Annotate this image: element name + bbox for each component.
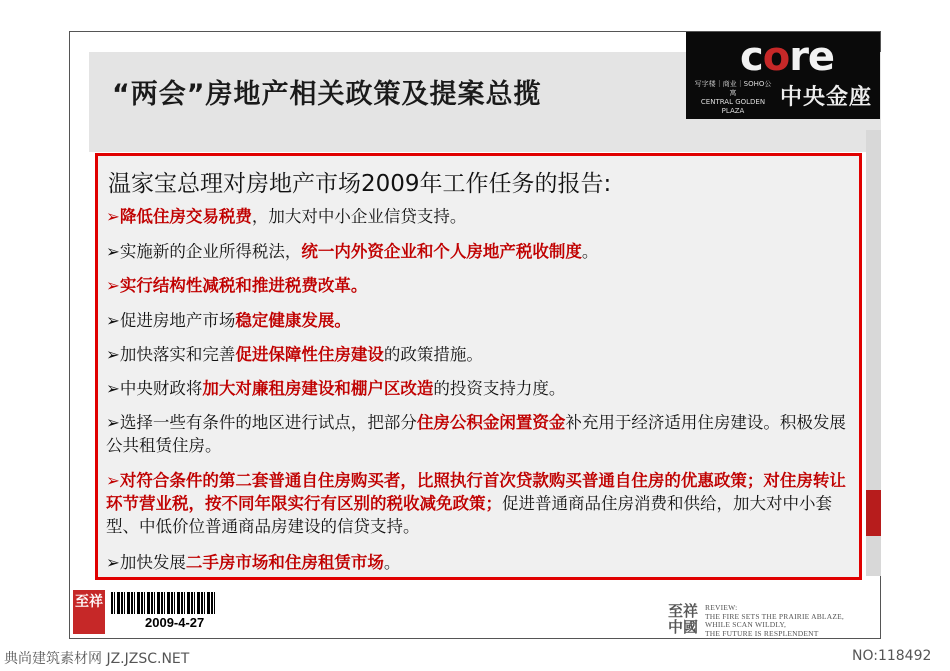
bullet-item: ➢促进房地产市场稳定健康发展。: [106, 311, 351, 330]
watermark-site: 典尚建筑素材网 JZ.JZSC.NET: [4, 651, 190, 667]
footer-logo: 至祥中國: [668, 602, 699, 636]
bullet-item: ➢实行结构性减税和推进税费改革。: [106, 276, 368, 295]
side-strip-gray: [866, 130, 881, 490]
side-strip-gray-lower: [866, 536, 881, 576]
report-heading: 温家宝总理对房地产市场2009年工作任务的报告:: [108, 171, 612, 197]
logo-chinese-name: 中央金座: [780, 85, 873, 110]
bullet-item: ➢实施新的企业所得税法，统一内外资企业和个人房地产税收制度。: [106, 242, 599, 261]
bullet-item: ➢选择一些有条件的地区进行试点，把部分住房公积金闲置资金补充用于经济适用住房建设。积极发展公共租赁住房。: [106, 413, 846, 455]
bullet-item: ➢中央财政将加大对廉租房建设和棚户区改造的投资支持力度。: [106, 379, 566, 398]
bullet-item: ➢加快发展二手房市场和住房租赁市场。: [106, 553, 401, 572]
bullet-item: ➢对符合条件的第二套普通自住房购买者，比照执行首次贷款购买普通自住房的优惠政策；对住房转让环节营业税，按不同年限实行有区别的税收减免政策；促进普通商品住房消费和供给，加大对中小套型、中低价位普通商品房建设的信贷支持。: [106, 471, 846, 536]
page-title: “两会”房地产相关政策及提案总揽: [112, 79, 542, 110]
logo-wordmark: core: [740, 34, 835, 80]
watermark-number: NO:118492: [852, 648, 932, 664]
barcode-graphic: [111, 592, 216, 614]
side-strip-red: [866, 490, 881, 536]
bullet-item: ➢加快落实和完善促进保障性住房建设的政策措施。: [106, 345, 483, 364]
date-label: 2009-4-27: [145, 615, 205, 630]
logo-subtitle: 写字楼｜商业｜SOHO公寓 CENTRAL GOLDEN PLAZA: [694, 80, 772, 115]
bullet-item: ➢降低住房交易税费，加大对中小企业信贷支持。: [106, 207, 467, 226]
footer-slogan: REVIEW: THE FIRE SETS THE PRAIRIE ABLAZE, WHILE SCAN WILDLY, THE FUTURE IS RESPLENDENT: [705, 603, 844, 638]
seal-stamp: 至祥: [73, 590, 105, 634]
brand-logo: [686, 32, 880, 119]
